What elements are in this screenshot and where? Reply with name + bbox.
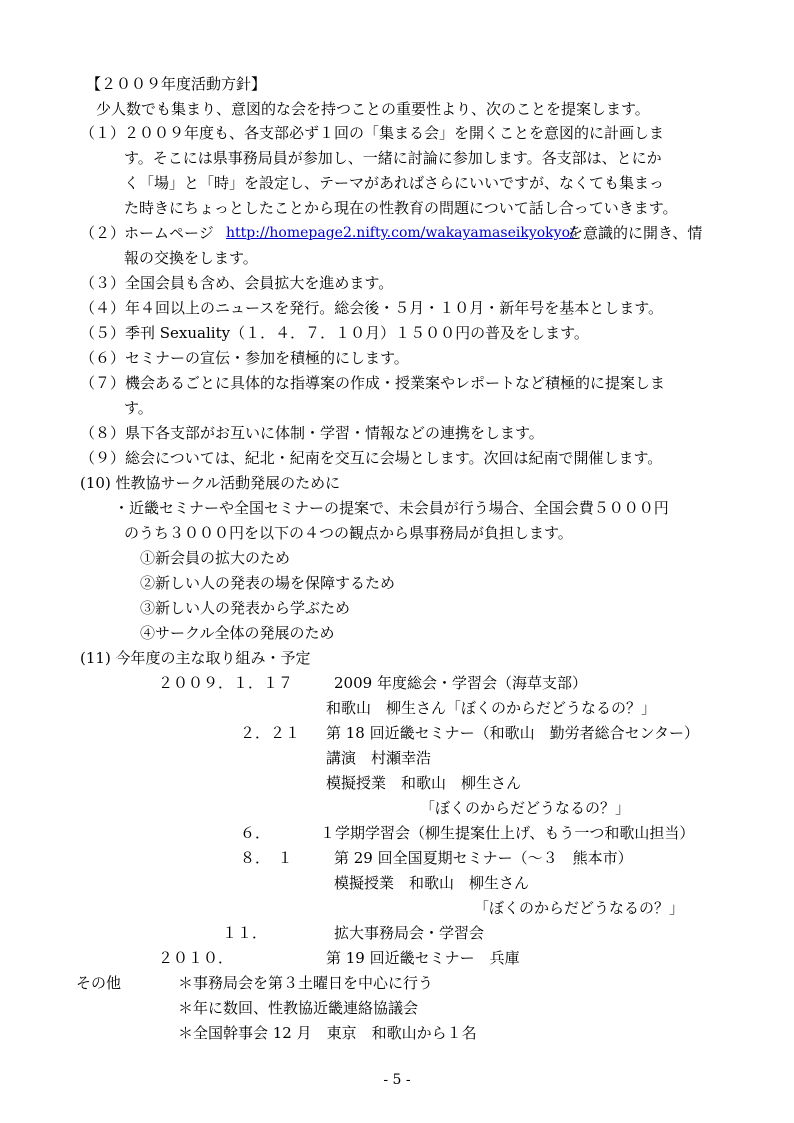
- item-8: （８）県下各支部がお互いに体制・学習・情報などの連携をします。: [80, 424, 544, 442]
- schedule-date: ２００９．１．１７: [158, 674, 294, 692]
- item-10-title: (10) 性教協サークル活動発展のために: [80, 474, 341, 492]
- schedule-detail: 「ぼくのからだどうなるの？」: [474, 899, 685, 917]
- item-2-line: 報の交換をします。: [124, 249, 258, 267]
- item-3: （３）全国会員も含め、会員拡大を進めます。: [80, 274, 394, 292]
- section-heading: 【２００９年度活動方針】: [86, 75, 267, 93]
- item-9: （９）総会については、紀北・紀南を交互に会場とします。次回は紀南で開催します。: [80, 449, 663, 467]
- other-item: ＊年に数回、性教協近畿連絡協議会: [178, 999, 419, 1017]
- schedule-date: ２．２１: [240, 724, 301, 742]
- item-5: （５）季刊 Sexuality（１．４．７．１０月）１５００円の普及をします。: [80, 324, 589, 342]
- schedule-event: 拡大事務局会・学習会: [334, 924, 485, 942]
- item-10-point: ③新しい人の発表から学ぶため: [140, 599, 351, 617]
- other-item: ＊事務局会を第３土曜日を中心に行う: [178, 974, 434, 992]
- schedule-date: ８． １: [240, 849, 293, 867]
- item-1-line: く「場」と「時」を設定し、テーマがあればさらにいいですが、なくても集まっ: [124, 174, 665, 192]
- item-11-title: (11) 今年度の主な取り組み・予定: [80, 649, 311, 667]
- schedule-detail: 講演 村瀬幸浩: [326, 749, 432, 767]
- item-2-number: （２）: [80, 224, 126, 242]
- schedule-event: 2009 年度総会・学習会（海草支部）: [334, 674, 587, 692]
- other-item: ＊全国幹事会 12 月 東京 和歌山から１名: [178, 1024, 477, 1042]
- schedule-date: １１．: [222, 924, 268, 942]
- item-10-point: ②新しい人の発表の場を保障するため: [140, 574, 396, 592]
- schedule-event: 第 29 回全国夏期セミナー（～３ 熊本市）: [334, 849, 633, 867]
- intro-text: 少人数でも集まり、意図的な会を持つことの重要性より、次のことを提案します。: [96, 100, 650, 118]
- schedule-event: 第 18 回近畿セミナー（和歌山 勤労者総合センター）: [326, 724, 700, 742]
- item-10-point: ①新会員の拡大のため: [140, 549, 291, 567]
- homepage-link[interactable]: http://homepage2.nifty.com/wakayamaseikyokyo/: [226, 225, 575, 241]
- schedule-detail: 和歌山 柳生さん「ぼくのからだどうなるの？」: [326, 699, 657, 717]
- schedule-detail: 「ぼくのからだどうなるの？」: [420, 799, 631, 817]
- item-10-line: のうち３０００円を以下の４つの観点から県事務局が負担します。: [124, 524, 573, 542]
- schedule-event: １学期学習会（柳生提案仕上げ、もう一つ和歌山担当）: [320, 824, 695, 842]
- item-10-line: ・近畿セミナーや全国セミナーの提案で、未会員が行う場合、全国会費５０００円: [114, 499, 669, 517]
- item-2-prefix: ホームページ: [124, 224, 214, 242]
- item-1-line: ２００９年度も、各支部必ず１回の「集まる会」を開くことを意図的に計画しま: [124, 124, 665, 142]
- item-1-line: す。そこには県事務局員が参加し、一緒に討論に参加します。各支部は、とにか: [124, 149, 662, 167]
- schedule-date: ２０１０．: [158, 949, 234, 967]
- item-1-number: （１）: [80, 124, 126, 142]
- schedule-date: ６．: [240, 824, 271, 842]
- item-4: （４）年４回以上のニュースを発行。総会後・５月・１０月・新年号を基本とします。: [80, 299, 664, 317]
- item-1-line: た時きにちょっとしたことから現在の性教育の問題について話し合っていきます。: [124, 199, 678, 217]
- page-number: - 5 -: [383, 1072, 411, 1088]
- item-7-line: す。: [124, 399, 153, 417]
- other-label: その他: [76, 974, 122, 992]
- item-6: （６）セミナーの宣伝・参加を積極的にします。: [80, 349, 409, 367]
- schedule-detail: 模擬授業 和歌山 柳生さん: [334, 874, 530, 892]
- item-2-suffix: を意識的に開き、情: [568, 224, 703, 242]
- schedule-detail: 模擬授業 和歌山 柳生さん: [326, 774, 522, 792]
- item-7-line: （７）機会あるごとに具体的な指導案の作成・授業案やレポートなど積極的に提案しま: [80, 374, 666, 392]
- schedule-event: 第 19 回近畿セミナー 兵庫: [326, 949, 520, 967]
- item-10-point: ④サークル全体の発展のため: [140, 624, 335, 642]
